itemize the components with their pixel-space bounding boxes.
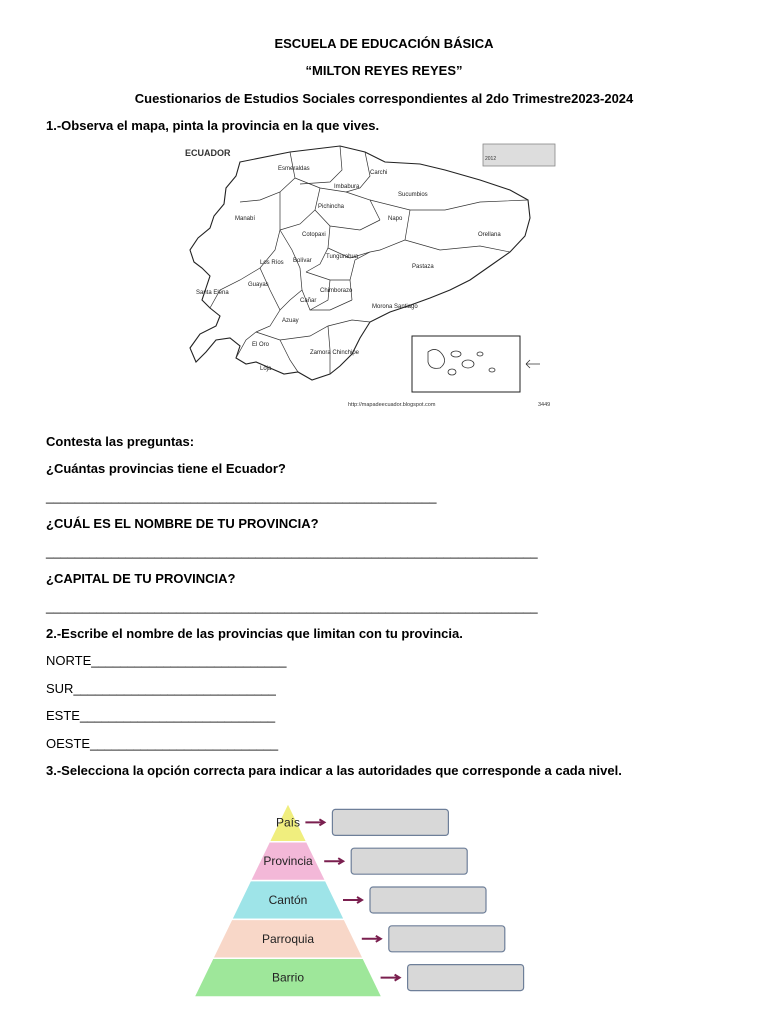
- label-azuay: Azuay: [282, 318, 299, 324]
- pyramid-level-label: Provincia: [263, 854, 313, 869]
- arrow-right-icon: [305, 819, 324, 825]
- label-bolivar: Bolívar: [293, 258, 312, 264]
- ecuador-map: [180, 140, 558, 408]
- label-zamora-chinchipe: Zamora Chinchipe: [310, 350, 360, 356]
- pyramid-level-label: Barrio: [271, 970, 305, 985]
- label-napo: Napo: [388, 216, 403, 222]
- answer-line-capital[interactable]: ____________________________________________________________________: [46, 599, 538, 614]
- answer-east[interactable]: ESTE___________________________: [46, 708, 276, 723]
- label-guayas: Guayas: [248, 282, 269, 288]
- map-source-url: http://mapadeecuador.blogspot.com: [348, 402, 436, 408]
- question-capital: ¿CAPITAL DE TU PROVINCIA?: [46, 571, 236, 586]
- arrow-icon: [526, 360, 540, 368]
- authority-pyramid: [190, 800, 560, 1005]
- answer-south[interactable]: SUR____________________________: [46, 681, 276, 696]
- map-year: 2012: [485, 156, 497, 162]
- pyramid-level-label: Cantón: [268, 893, 308, 907]
- label-pichincha: Pichincha: [318, 204, 345, 210]
- label-orellana: Orellana: [478, 232, 501, 238]
- arrow-right-icon: [381, 975, 400, 981]
- answer-line-provinces-count[interactable]: ______________________________________________________: [46, 489, 437, 504]
- label-sucumbios: Sucumbios: [398, 192, 428, 198]
- label-pastaza: Pastaza: [412, 264, 434, 270]
- answer-box-level-4[interactable]: [389, 926, 505, 952]
- inset-world-map: [483, 144, 555, 166]
- answer-north[interactable]: NORTE___________________________: [46, 653, 287, 668]
- answer-box-level-5[interactable]: [408, 965, 524, 991]
- pyramid-level-label: Parroquia: [261, 931, 315, 946]
- answer-line-province-name[interactable]: ____________________________________________________________________: [46, 544, 538, 559]
- question-2-title: 2.-Escribe el nombre de las provincias que limitan con tu provincia.: [46, 626, 463, 641]
- question-provinces-count: ¿Cuántas provincias tiene el Ecuador?: [46, 461, 286, 476]
- map-title: ECUADOR: [185, 148, 231, 158]
- map-code: 3449: [538, 402, 551, 408]
- label-carchi: Carchi: [370, 170, 388, 176]
- pyramid-level-label: País: [275, 815, 301, 830]
- label-manabi: Manabí: [235, 216, 256, 222]
- answer-box-level-3[interactable]: [370, 887, 486, 913]
- label-cotopaxi: Cotopaxi: [302, 232, 326, 238]
- question-province-name: ¿CUÁL ES EL NOMBRE DE TU PROVINCIA?: [46, 516, 319, 531]
- label-tungurahua: Tungurahua: [326, 254, 359, 260]
- label-chimborazo: Chimborazo: [320, 288, 353, 294]
- question-1-title: 1.-Observa el mapa, pinta la provincia en la que vives.: [46, 118, 380, 133]
- arrow-right-icon: [343, 897, 362, 903]
- question-3-title: 3.-Selecciona la opción correcta para indicar a las autoridades que corresponde a cada nivel.: [46, 763, 622, 778]
- label-imbabura: Imbabura: [334, 184, 360, 190]
- school-name: “MILTON REYES REYES”: [305, 63, 463, 78]
- school-title: ESCUELA DE EDUCACIÓN BÁSICA: [274, 36, 494, 51]
- answer-west[interactable]: OESTE__________________________: [46, 736, 279, 751]
- label-los-rios: Los Ríos: [260, 260, 284, 266]
- label-morona-santiago: Morona Santiago: [372, 304, 418, 310]
- label-esmeraldas: Esmeraldas: [278, 166, 310, 172]
- label-santa-elena: Santa Elena: [196, 290, 229, 296]
- label-el-oro: El Oro: [252, 342, 270, 348]
- label-canar: Cañar: [300, 298, 317, 304]
- answer-box-level-2[interactable]: [351, 848, 467, 874]
- answer-box-level-1[interactable]: [332, 809, 448, 835]
- label-loja: Loja: [260, 366, 272, 372]
- questions-intro: Contesta las preguntas:: [46, 434, 195, 449]
- document-subtitle: Cuestionarios de Estudios Sociales correspondientes al 2do Trimestre2023-2024: [134, 91, 634, 106]
- galapagos-inset: [412, 336, 520, 392]
- arrow-right-icon: [362, 936, 381, 942]
- arrow-right-icon: [324, 858, 343, 864]
